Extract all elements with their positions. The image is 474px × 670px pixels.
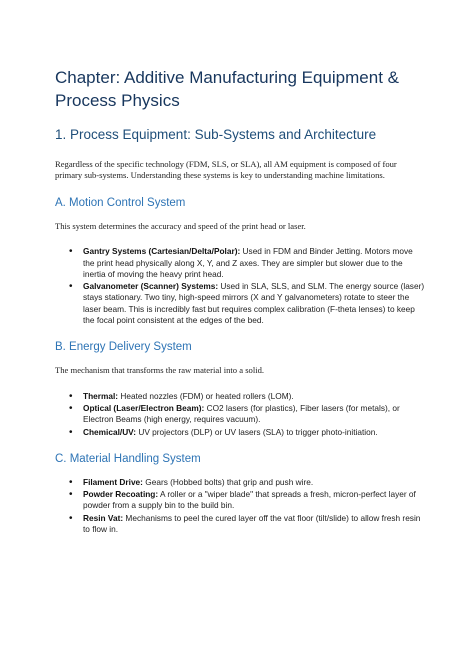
list-item-label: Gantry Systems (Cartesian/Delta/Polar): xyxy=(83,246,241,257)
list-item-text: Used in SLA, SLS, and SLM. The energy source (laser) stays stationary. Two tiny, high-speed mirrors (X and Y galvanometers) rotate to steer the laser beam. This is incredibly fast but requires complex calibration (F-theta lenses) to keep the focal point consistent at the edges of the bed. xyxy=(83,281,425,325)
list-item xyxy=(83,281,425,326)
list-item xyxy=(83,427,425,438)
list-item xyxy=(83,403,425,426)
list-item-text: Gears (Hobbed bolts) that grip and push wire. xyxy=(142,476,314,487)
list-item-label: Resin Vat: xyxy=(83,512,124,523)
motion-control-list xyxy=(55,246,425,326)
list-item-label: Filament Drive: xyxy=(83,476,143,487)
list-item-label: Galvanometer (Scanner) Systems: xyxy=(83,281,219,292)
subsection-heading-motion-control: A. Motion Control System xyxy=(55,196,186,209)
energy-delivery-list xyxy=(55,391,425,438)
subsection-intro-motion-control: This system determines the accuracy and speed of the print head or laser. xyxy=(55,220,306,231)
list-item-label: Chemical/UV: xyxy=(83,426,137,437)
list-item xyxy=(83,513,425,536)
list-item-text: A roller or a "wiper blade" that spreads a fresh, micron-perfect layer of powder from a supply bin to the build bin. xyxy=(83,489,416,511)
list-item xyxy=(83,391,425,402)
list-item-label: Optical (Laser/Electron Beam): xyxy=(83,403,205,413)
section-intro-paragraph: Regardless of the specific technology (FDM, SLS, or SLA), all AM equipment is composed of four primary sub-systems. Understanding these systems is key to understanding machine limitations. xyxy=(55,159,397,181)
list-item-text: CO2 lasers (for plastics), Fiber lasers (for metals), or Electron Beams (high energy, requires vacuum). xyxy=(83,403,400,425)
material-handling-list xyxy=(55,477,425,535)
list-item-label: Powder Recoating: xyxy=(83,489,159,500)
list-item-text: Mechanisms to peel the cured layer off the vat floor (tilt/slide) to allow fresh resin to flow in. xyxy=(83,512,421,535)
list-item xyxy=(83,246,425,280)
list-item xyxy=(83,477,425,488)
subsection-intro-energy-delivery: The mechanism that transforms the raw material into a solid. xyxy=(55,365,265,376)
chapter-title: Chapter: Additive Manufacturing Equipment & Process Physics xyxy=(55,68,399,110)
list-item-text: UV projectors (DLP) or UV lasers (SLA) to trigger photo-initiation. xyxy=(136,426,378,437)
list-item-text: Heated nozzles (FDM) or heated rollers (LOM). xyxy=(118,390,294,401)
list-item-label: Thermal: xyxy=(83,390,119,401)
page-content xyxy=(55,66,425,549)
subsection-heading-energy-delivery: B. Energy Delivery System xyxy=(55,341,192,354)
subsection-heading-material-handling: C. Material Handling System xyxy=(55,452,201,465)
list-item xyxy=(83,489,425,512)
section-heading: 1. Process Equipment: Sub-Systems and Architecture xyxy=(55,127,377,142)
list-item-text: Used in FDM and Binder Jetting. Motors move the print head physically along X, Y, and Z axes. They are simpler but slower due to the inertia of moving the heavy print head. xyxy=(83,246,413,279)
